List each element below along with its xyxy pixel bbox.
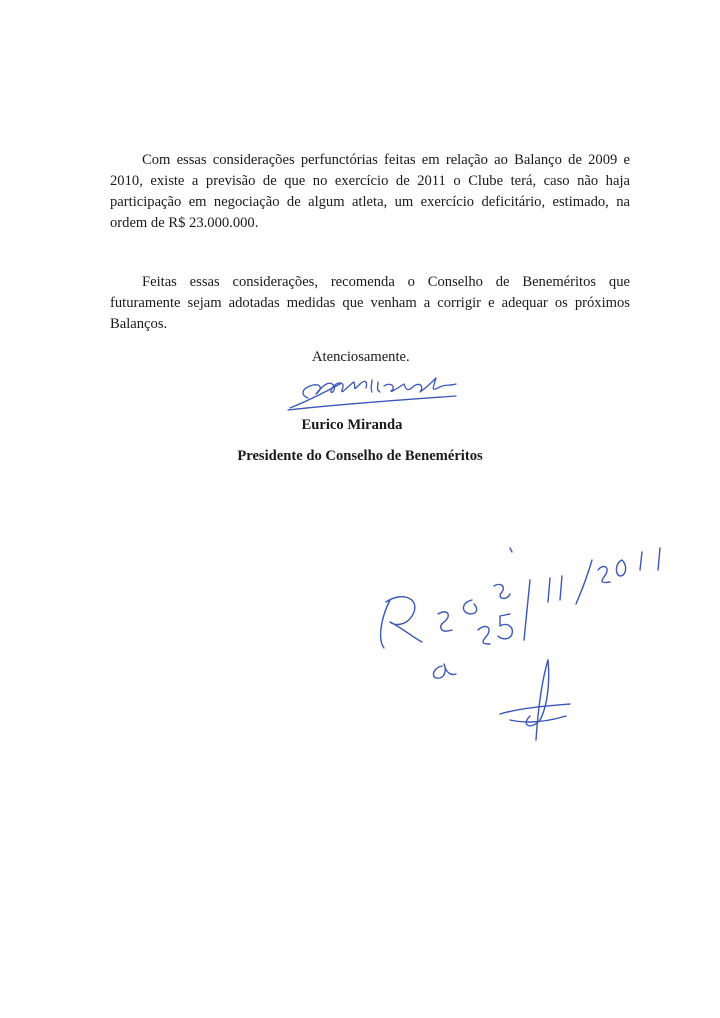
signer-name: Eurico Miranda: [301, 417, 403, 433]
handwritten-receipt-note: [360, 530, 690, 760]
paragraph-recommendation: Feitas essas considerações, recomenda o Conselho de Beneméritos que futuramente sejam adotadas medidas que venham a corrigir e adequar os próximos Balanços.: [110, 274, 630, 332]
signer-title: Presidente do Conselho de Beneméritos: [237, 448, 483, 464]
handwritten-signature: [280, 370, 520, 420]
paragraph-balance-forecast: Com essas considerações perfunctórias feitas em relação ao Balanço de 2009 e 2010, existe a previsão de que no exercício de 2011 o Clube terá, caso não haja participação em negociação de algum atleta, um exercício deficitário, estimado, na ordem de R$ 23.000.000.: [110, 152, 630, 231]
closing-salutation: Atenciosamente.: [312, 349, 410, 365]
